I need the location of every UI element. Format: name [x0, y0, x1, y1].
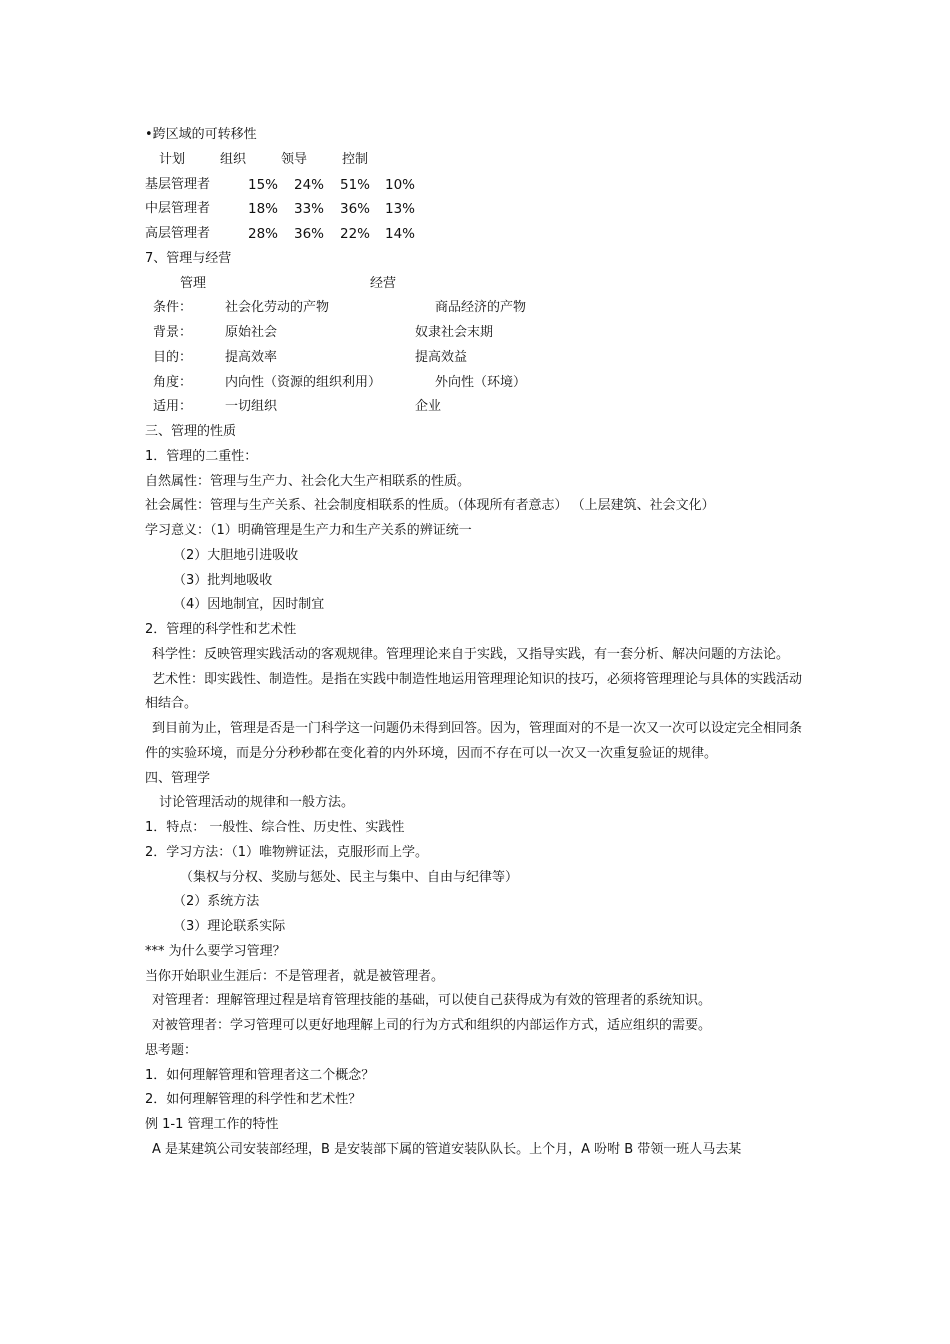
manage-value: 提高效率: [225, 349, 278, 365]
value-organize: 24%: [294, 176, 325, 193]
value-lead: 36%: [340, 201, 371, 218]
business-value: 奴隶社会末期: [415, 325, 494, 340]
debate-paragraph: 到目前为止，管理是否是一门科学这一问题仍未得到回答。因为，管理面对的不是一次又一次可以设定完全相同条件的实验环境，而是分分秒秒都在变化着的内外环境，因而不存在可以一次又一次重复验证的规律。: [145, 721, 803, 761]
row-label: 条件：: [153, 300, 193, 316]
why-line-3: 对被管理者：学习管理可以更好地理解上司的行为方式和组织的内部运作方式，适应组织的需要。: [152, 1018, 712, 1033]
mgmt-business-row: [145, 296, 810, 321]
mgmt-business-row: [145, 346, 810, 371]
header-plan: 计划: [159, 151, 186, 167]
learning-meaning-2: （2）大胆地引进吸收: [173, 547, 299, 563]
learning-meaning-3: （3）批判地吸收: [173, 572, 273, 588]
col-business-header: 经营: [370, 275, 397, 291]
header-control: 控制: [342, 151, 369, 167]
mgmt-business-row: [145, 321, 810, 346]
why-line-2: 对管理者：理解管理过程是培育管理技能的基础，可以使自己获得成为有效的管理者的系统知识。: [152, 993, 712, 1009]
social-attribute: 社会属性：管理与生产关系、社会制度相联系的性质。（体现所有者意志） （上层建筑、社会文化）: [145, 498, 715, 514]
mgmt-business-title: 7、管理与经营: [145, 250, 232, 266]
document-page: [145, 123, 810, 1163]
discipline-intro: 讨论管理活动的规律和一般方法。: [159, 795, 355, 811]
row-label: 基层管理者: [145, 176, 211, 192]
row-label: 高层管理者: [145, 226, 211, 241]
row-label: 角度：: [153, 374, 193, 390]
value-plan: 28%: [248, 226, 279, 242]
value-control: 13%: [385, 201, 416, 218]
discipline-title: 四、管理学: [145, 770, 211, 786]
header-lead: 领导: [281, 151, 308, 167]
art-paragraph: 艺术性：即实践性、制造性。是指在实践中制造性地运用管理理论知识的技巧，必须将管理理论与具体的实践活动相结合。: [145, 671, 803, 712]
transfer-title: •跨区域的可转移性: [145, 127, 257, 142]
manage-value: 原始社会: [225, 325, 278, 340]
science-art-title: 2．管理的科学性和艺术性: [145, 622, 297, 637]
manage-value: 一切组织: [225, 399, 278, 415]
row-label: 目的：: [153, 349, 193, 365]
why-title: *** 为什么要学习管理？: [145, 943, 286, 959]
business-value: 外向性（环境）: [435, 374, 527, 390]
header-organize: 组织: [220, 151, 247, 167]
row-label: 背景：: [153, 325, 193, 340]
learning-meaning-4: （4）因地制宜，因时制宜: [173, 597, 325, 613]
manage-value: 内向性（资源的组织利用）: [225, 374, 382, 390]
why-line-1: 当你开始职业生涯后：不是管理者，就是被管理者。: [145, 968, 445, 984]
discipline-features: 1．特点： 一般性、综合性、历史性、实践性: [145, 820, 405, 835]
question-2: 2．如何理解管理的科学性和艺术性？: [145, 1092, 362, 1108]
transfer-row-top: [145, 222, 810, 247]
row-label: 适用：: [153, 399, 193, 415]
value-plan: 18%: [248, 201, 279, 218]
study-method-1: 2．学习方法：（1）唯物辨证法，克服形而上学。: [145, 844, 429, 860]
mgmt-business-row: [145, 395, 810, 420]
value-control: 10%: [385, 176, 416, 193]
study-method-1-note: （集权与分权、奖励与惩处、民主与集中、自由与纪律等）: [180, 869, 519, 885]
business-value: 提高效益: [415, 349, 468, 365]
business-value: 商品经济的产物: [435, 300, 527, 316]
science-paragraph: 科学性：反映管理实践活动的客观规律。管理理论来自于实践，又指导实践，有一套分析、解决问题的方法论。: [152, 646, 790, 662]
manage-value: 社会化劳动的产物: [225, 300, 330, 316]
mgmt-business-row: [145, 371, 810, 396]
mgmt-business-header-row: [145, 272, 810, 297]
study-method-2: （2）系统方法: [173, 894, 260, 910]
transfer-header-row: [145, 148, 810, 173]
value-organize: 36%: [294, 226, 325, 242]
learning-meaning-1: 学习意义：（1）明确管理是生产力和生产关系的辨证统一: [145, 523, 472, 538]
col-manage-header: 管理: [180, 275, 207, 291]
nature-title: 三、管理的性质: [145, 424, 237, 439]
row-label: 中层管理者: [145, 201, 211, 217]
value-lead: 51%: [340, 176, 371, 193]
case-title: 例 1-1 管理工作的特性: [145, 1117, 279, 1132]
case-text: A 是某建筑公司安装部经理，B 是安装部下属的管道安装队队长。上个月，A 吩咐 B 带领一班人马去某: [152, 1141, 742, 1157]
value-control: 14%: [385, 226, 416, 242]
natural-attribute: 自然属性：管理与生产力、社会化大生产相联系的性质。: [145, 473, 471, 489]
dual-nature-title: 1．管理的二重性：: [145, 448, 258, 464]
value-lead: 22%: [340, 226, 371, 242]
value-organize: 33%: [294, 201, 325, 218]
question-1: 1．如何理解管理和管理者这二个概念？: [145, 1067, 375, 1083]
business-value: 企业: [415, 399, 442, 415]
transfer-row-basic: [145, 173, 810, 198]
study-method-3: （3）理论联系实际: [173, 919, 286, 934]
value-plan: 15%: [248, 176, 279, 193]
transfer-row-middle: [145, 197, 810, 222]
questions-title: 思考题：: [145, 1042, 198, 1058]
